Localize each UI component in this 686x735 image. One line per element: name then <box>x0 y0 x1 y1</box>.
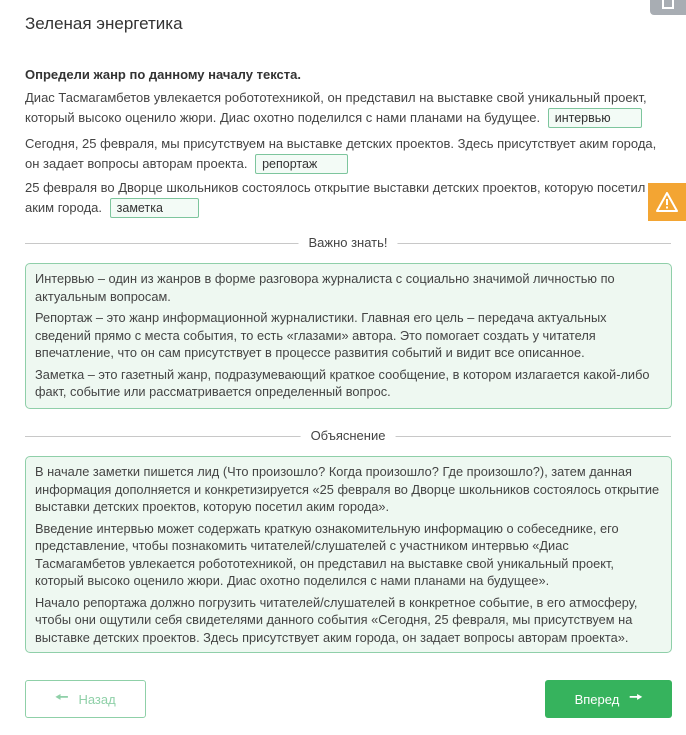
explanation-divider <box>25 429 671 443</box>
explanation-paragraph: Введение интервью может содержать краткую ознакомительную информацию о собеседнике, его представление, чтобы познакомить читателей/слушателей с участником интервью «Диас Тасмагамбетов увлекается робототехникой, он представил на выставке свой уникальный проект, который высоко оценило жюри. Диас охотно поделился с нами планами на будущее». <box>35 520 619 588</box>
next-button[interactable] <box>545 680 672 718</box>
task-item-text: Сегодня, 25 февраля, мы присутствуем на выставке детских проектов. Здесь присутствует аким города, он задает вопросы авторам проекта. <box>25 136 657 171</box>
answer-slot[interactable]: репортаж <box>255 154 348 174</box>
home-button[interactable] <box>650 0 686 15</box>
important-label: Важно знать! <box>298 236 397 250</box>
arrow-right-icon: 🠖 <box>629 688 643 706</box>
explanation-paragraph: Начало репортажа должно погрузить читателей/слушателей в конкретное событие, в его атмосферу, чтобы они ощутили себя свидетелями данного события «Сегодня, 25 февраля, мы присутствуем на выставке детских проектов. Здесь присутствует аким города, он задает вопросы авторам проекта». <box>35 594 638 645</box>
task-item-text: 25 февраля во Дворце школьников состоялось открытие выставки детских проектов, которую посетил аким города. <box>25 180 646 215</box>
important-paragraph: Интервью – один из жанров в форме разговора журналиста с социально значимой личностью по актуальным вопросам. <box>35 271 615 304</box>
important-paragraph: Заметка – это газетный жанр, подразумевающий краткое сообщение, в котором излагается какой-либо факт, событие или рассматривается определенный вопрос. <box>35 366 650 399</box>
task-instruction: Определи жанр по данному началу текста. <box>25 67 301 82</box>
explanation-label: Объяснение <box>301 429 396 443</box>
answer-slot[interactable]: заметка <box>110 198 199 218</box>
task-item <box>25 134 665 174</box>
home-icon <box>662 0 674 9</box>
back-button-label: Назад <box>78 691 116 707</box>
next-button-label: Вперед <box>574 691 620 707</box>
answer-slot[interactable]: интервью <box>548 108 642 128</box>
important-box <box>25 263 672 409</box>
important-divider <box>25 236 671 250</box>
arrow-left-icon: 🠔 <box>55 688 69 706</box>
task-item <box>25 178 665 218</box>
task-item-text: Диас Тасмагамбетов увлекается робототехникой, он представил на выставке свой уникальный проект, который высоко оценило жюри. Диас охотно поделился с нами планами на будущее. <box>25 90 647 125</box>
explanation-box <box>25 456 672 653</box>
page-title: Зеленая энергетика <box>25 14 183 33</box>
back-button[interactable] <box>25 680 146 718</box>
explanation-paragraph: В начале заметки пишется лид (Что произошло? Когда произошло? Где произошло?), затем данная информация дополняется и конкретизируется «25 февраля во Дворце школьников состоялось открытие выставки детских проектов, которую посетил аким города». <box>35 464 660 514</box>
task-item <box>25 88 665 128</box>
important-paragraph: Репортаж – это жанр информационной журналистики. Главная его цель – передача актуальных сведений прямо с места события, то есть «глазами» автора. Это помогает создать у читателя впечатление, что он сам присутствует в процессе развития событий и видит все описанное. <box>35 310 607 360</box>
